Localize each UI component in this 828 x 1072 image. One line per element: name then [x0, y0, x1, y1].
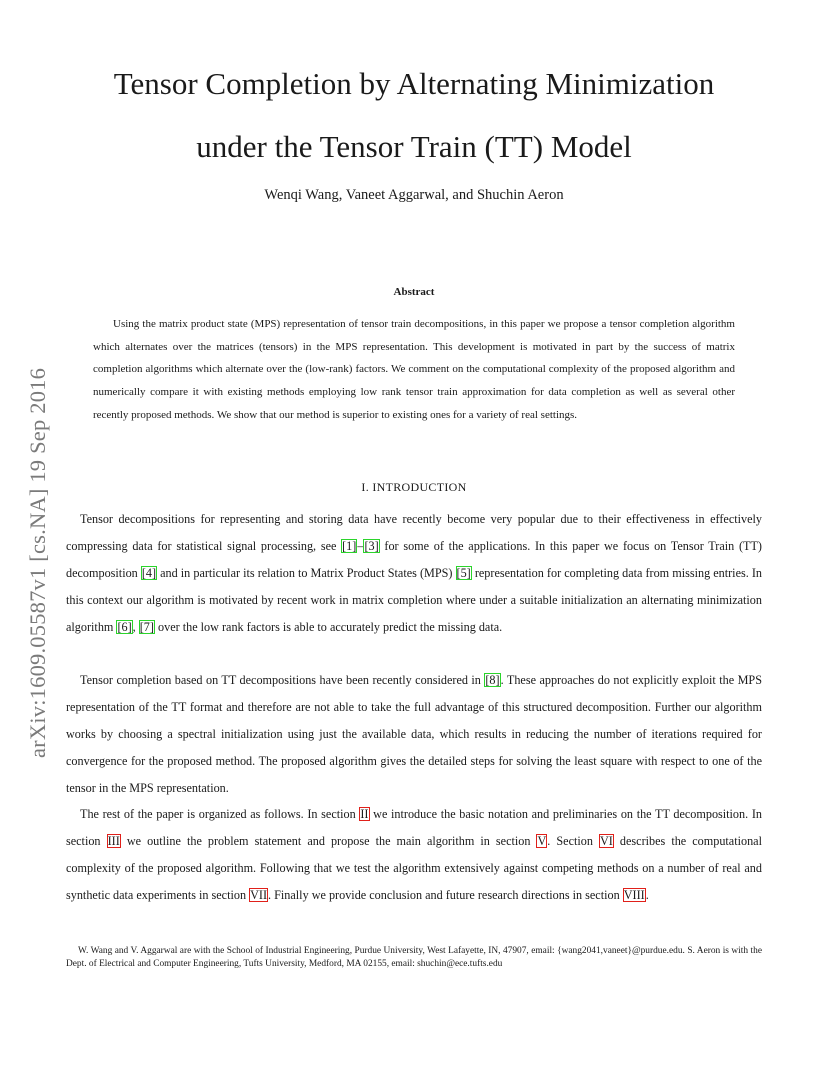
text-run: The rest of the paper is organized as follows. In section [80, 807, 360, 821]
citation-link-8[interactable]: [8] [485, 673, 500, 687]
section-title [372, 480, 466, 494]
intro-paragraph-3 [66, 801, 762, 909]
abstract-heading: Abstract [393, 286, 435, 298]
section-title-rest: NTRODUCTION [376, 480, 467, 494]
abstract-text: Using the matrix product state (MPS) representation of tensor train decompositions, in this paper we propose a tensor completion algorithm which alternates over the matrices (tensors) in the MPS representation. This development is motivated in part by the success of matrix completion algorithms which alternate over the (low-rank) factors. We comment on the computational complexity of the proposed algorithm and numerically compare it with existing methods employing low rank tensor train approximation for data completion as well as several other recently proposed methods. We show that our method is superior to existing ones for a variety of real settings. [93, 318, 735, 421]
citation-link-5[interactable]: [5] [456, 565, 471, 580]
section-heading-introduction [0, 480, 828, 495]
intro-paragraph-1 [66, 506, 762, 641]
text-run: – [357, 538, 364, 553]
citation-link-1[interactable]: [1] [342, 538, 357, 553]
text-run: over the low rank factors is able to accurately predict the missing data. [154, 619, 503, 634]
text-run: we outline the problem statement and propose the main algorithm in section [120, 833, 537, 848]
section-number: I. [361, 480, 370, 494]
citation-link-6[interactable]: [6] [117, 619, 132, 634]
text-run: . These approaches do not explicitly exploit the MPS representation of the TT format and therefore are not able to take the full advantage of this structured decomposition. Further our algorithm works by choosing a spectral initialization using just the available data, which results in reducing the number of iterations required for convergence for the proposed method. The proposed algorithm gives the detailed steps for solving the least square with respect to one of the tensor in the MPS representation. [66, 673, 762, 795]
arxiv-identifier-text: arXiv:1609.05587v1 [cs.NA] 19 Sep 2016 [25, 367, 50, 758]
text-run: describes the computational complexity of the proposed algorithm. Following that we test the algorithm extensively against competing methods on a number of real and synthetic data experiments in section [66, 833, 762, 902]
text-run: representation for completing data from missing entries. In this context our algorithm is motivated by recent work in matrix completion where under a suitable initialization an alternating minimization algorithm [66, 565, 762, 634]
section-link-8[interactable]: VIII [623, 887, 645, 902]
text-run: . [645, 887, 649, 902]
section-title-initial: I [372, 480, 377, 494]
citation-link-7[interactable]: [7] [139, 619, 154, 634]
text-run: Tensor decompositions for representing and storing data have recently become very popular due to their effectiveness in effectively compressing data for statistical signal processing, see [66, 512, 762, 553]
text-run: for some of the applications. In this paper we focus on Tensor Train (TT) decomposition [66, 538, 762, 580]
section-link-6[interactable]: VI [600, 833, 613, 848]
text-run: we introduce the basic notation and preliminaries on the TT decomposition. In section [66, 807, 762, 848]
text-run: Tensor completion based on TT decompositions have been recently considered in [80, 673, 485, 687]
section-link-2[interactable]: II [360, 807, 369, 821]
citation-link-3[interactable]: [3] [364, 538, 379, 553]
citation-link-4[interactable]: [4] [141, 565, 157, 580]
section-link-7[interactable]: VII [250, 887, 268, 902]
arxiv-identifier-stamp [27, 283, 49, 758]
text-run: . Section [547, 833, 599, 848]
text-run: and in particular its relation to Matrix Product States (MPS) [157, 565, 456, 580]
intro-paragraph-2 [66, 667, 762, 802]
paper-title-line-1: Tensor Completion by Alternating Minimization [113, 66, 715, 101]
author-affiliation-footnote: W. Wang and V. Aggarwal are with the School of Industrial Engineering, Purdue University, West Lafayette, IN, 47907, email: {wang2041,vaneet}@purdue.edu. S. Aeron is with the Dept. of Electrical and Computer Engineering, Tufts University, Medford, MA 02155, email: shuchin@ece.tufts.edu [66, 946, 762, 969]
text-run: . Finally we provide conclusion and future research directions in section [268, 887, 623, 902]
section-link-3[interactable]: III [107, 833, 120, 848]
paper-title-line-2: under the Tensor Train (TT) Model [196, 129, 632, 164]
text-run: , [132, 619, 139, 634]
author-list: Wenqi Wang, Vaneet Aggarwal, and Shuchin Aeron [264, 187, 564, 203]
section-link-5[interactable]: V [537, 833, 547, 848]
